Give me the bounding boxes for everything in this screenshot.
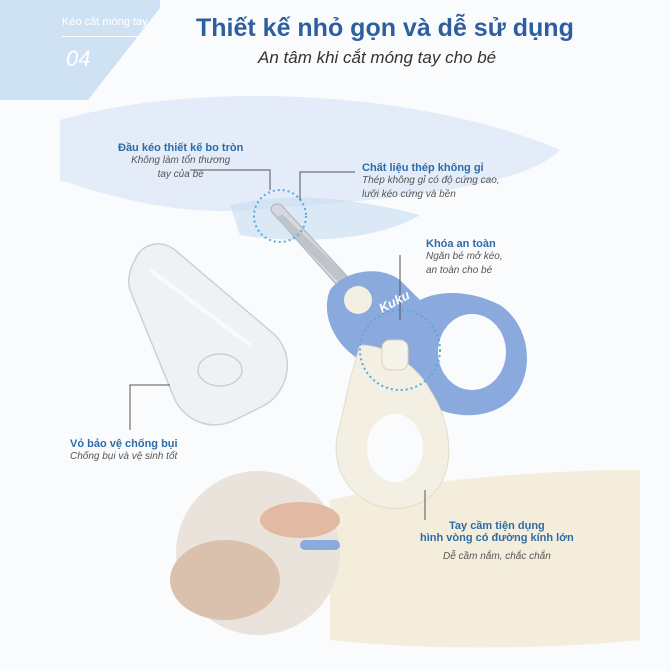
protective-cap <box>129 244 288 425</box>
callout-text: an toàn cho bé <box>426 264 493 276</box>
callout-text: Ngăn bé mở kéo, <box>426 251 503 262</box>
page-subtitle: An tâm khi cắt móng tay cho bé <box>258 48 497 67</box>
baby-photo <box>170 471 340 635</box>
callout-title: Vỏ bảo vệ chống bụi <box>70 438 178 450</box>
page-title: Thiết kế nhỏ gọn và dễ sử dụng <box>196 14 574 42</box>
callout-text: Không làm tổn thương <box>131 155 231 166</box>
callout-handle <box>420 520 574 564</box>
callout-text: Thép không gỉ có độ cứng cao, <box>362 175 500 186</box>
blue-brush-stroke-2 <box>230 198 420 240</box>
callout-title: Đầu kéo thiết kế bo tròn <box>118 142 244 154</box>
callout-title: hình vòng có đường kính lớn <box>420 532 574 544</box>
brand-logo: Kuku <box>376 287 413 316</box>
callout-title: Chất liệu thép không gỉ <box>362 162 484 174</box>
corner-label: Kéo cắt móng tay <box>62 16 148 28</box>
callout-rounded-tip <box>118 142 243 181</box>
callout-steel <box>362 162 500 201</box>
corner-number: 04 <box>66 46 91 71</box>
callout-text: Chống bụi và vệ sinh tốt <box>70 451 178 462</box>
callout-dust-cover <box>70 438 178 464</box>
leader-cover <box>130 385 170 430</box>
callout-text: Dễ cầm nắm, chắc chắn <box>442 551 551 562</box>
callout-text: lưỡi kéo cứng và bền <box>362 188 456 200</box>
callout-text: tay của bé <box>157 168 204 180</box>
callout-safety-lock <box>426 238 503 277</box>
callout-title: Tay cầm tiện dụng <box>449 520 545 532</box>
callout-title: Khóa an toàn <box>426 238 496 250</box>
